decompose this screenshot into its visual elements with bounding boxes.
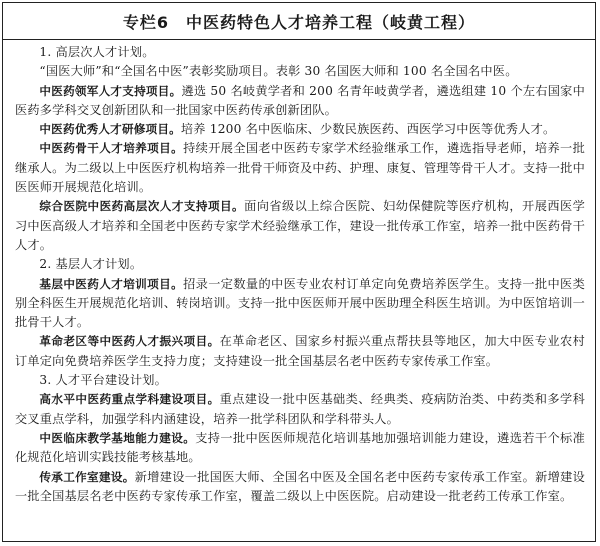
paragraph: 传承工作室建设。新增建设一批国医大师、全国名中医及全国名老中医药专家传承工作室。新增建设一批全国基层名老中医药专家传承工作室，覆盖二级以上中医医院。启动建设一批老药工传承工作室。 [15,469,585,503]
paragraph-lead: 革命老区等中医药人才振兴项目。 [39,334,220,349]
paragraph-lead: 高水平中医药重点学科建设项目。 [39,392,220,407]
paragraph-lead: 综合医院中医药高层次人才支持项目。 [39,199,245,214]
paragraph: 高水平中医药重点学科建设项目。重点建设一批中医基础类、经典类、疫病防治类、中药类和多学科交叉重点学科，加强学科内涵建设，培养一批学科团队和学科带头人。 [15,392,585,426]
section-heading: 2. 基层人才计划。 [39,257,143,272]
paragraph: 综合医院中医药高层次人才支持项目。面向省级以上综合医院、妇幼保健院等医疗机构，开展西医学习中医高级人才培养和全国老中医药专家学术经验继承工作，建设一批传承工作室，培养一批中医药骨干人才。 [15,199,585,252]
paragraph: 革命老区等中医药人才振兴项目。在革命老区、国家乡村振兴重点帮扶县等地区，加大中医专业农村订单定向免费培养医学生支持力度；支持建设一批全国基层名老中医药专家传承工作室。 [15,334,585,368]
column-content [15,43,585,506]
paragraph: 基层中医药人才培训项目。招录一定数量的中医专业农村订单定向免费培养医学生。支持一批中医类别全科医生开展规范化培训、转岗培训。支持一批中医医师开展中医助理全科医生培训。为中医馆培训一批骨干人才。 [15,276,585,330]
section-heading: 3. 人才平台建设计划。 [39,373,167,388]
column-title-text: 专栏6 中医药特色人才培养工程（岐黄工程） [122,12,476,32]
paragraph-lead: 中医临床教学基地能力建设。 [39,430,196,445]
paragraph: 中医药优秀人才研修项目。培养 1200 名中医临床、少数民族医药、西医学习中医等优秀人才。 [39,122,556,137]
paragraph-lead: 中医药骨干人才培养项目。 [39,141,184,156]
paragraph: 中医临床教学基地能力建设。支持一批中医医师规范化培训基地加强培训能力建设，遴选若干个标准化规范化培训实践技能考核基地。 [15,430,585,465]
column-title [3,3,595,40]
paragraph-lead: 中医药领军人才支持项目。 [39,83,182,98]
paragraph: 中医药领军人才支持项目。遴选 50 名岐黄学者和 200 名青年岐黄学者，遴选组建 10 个左右国家中医药多学科交叉创新团队和一批国家中医药传承创新团队。 [15,83,586,117]
column-box [2,2,596,542]
paragraph-lead: 中医药优秀人才研修项目。 [39,122,181,137]
section-heading: 1. 高层次人才计划。 [39,45,155,59]
paragraph-lead: 基层中医药人才培训项目。 [39,276,184,291]
paragraph-lead: 传承工作室建设。 [39,469,135,484]
paragraph: “国医大师”和“全国名中医”表彰奖励项目。表彰 30 名国医大师和 100 名全国名中医。 [39,64,518,79]
paragraph: 中医药骨干人才培养项目。持续开展全国老中医药专家学术经验继承工作，遴选指导老师，培养一批继承人。为二级以上中医医疗机构培养一批骨干师资及中药、护理、康复、管理等骨干人才。支持一批中医医师开展规范化培训。 [15,141,585,195]
